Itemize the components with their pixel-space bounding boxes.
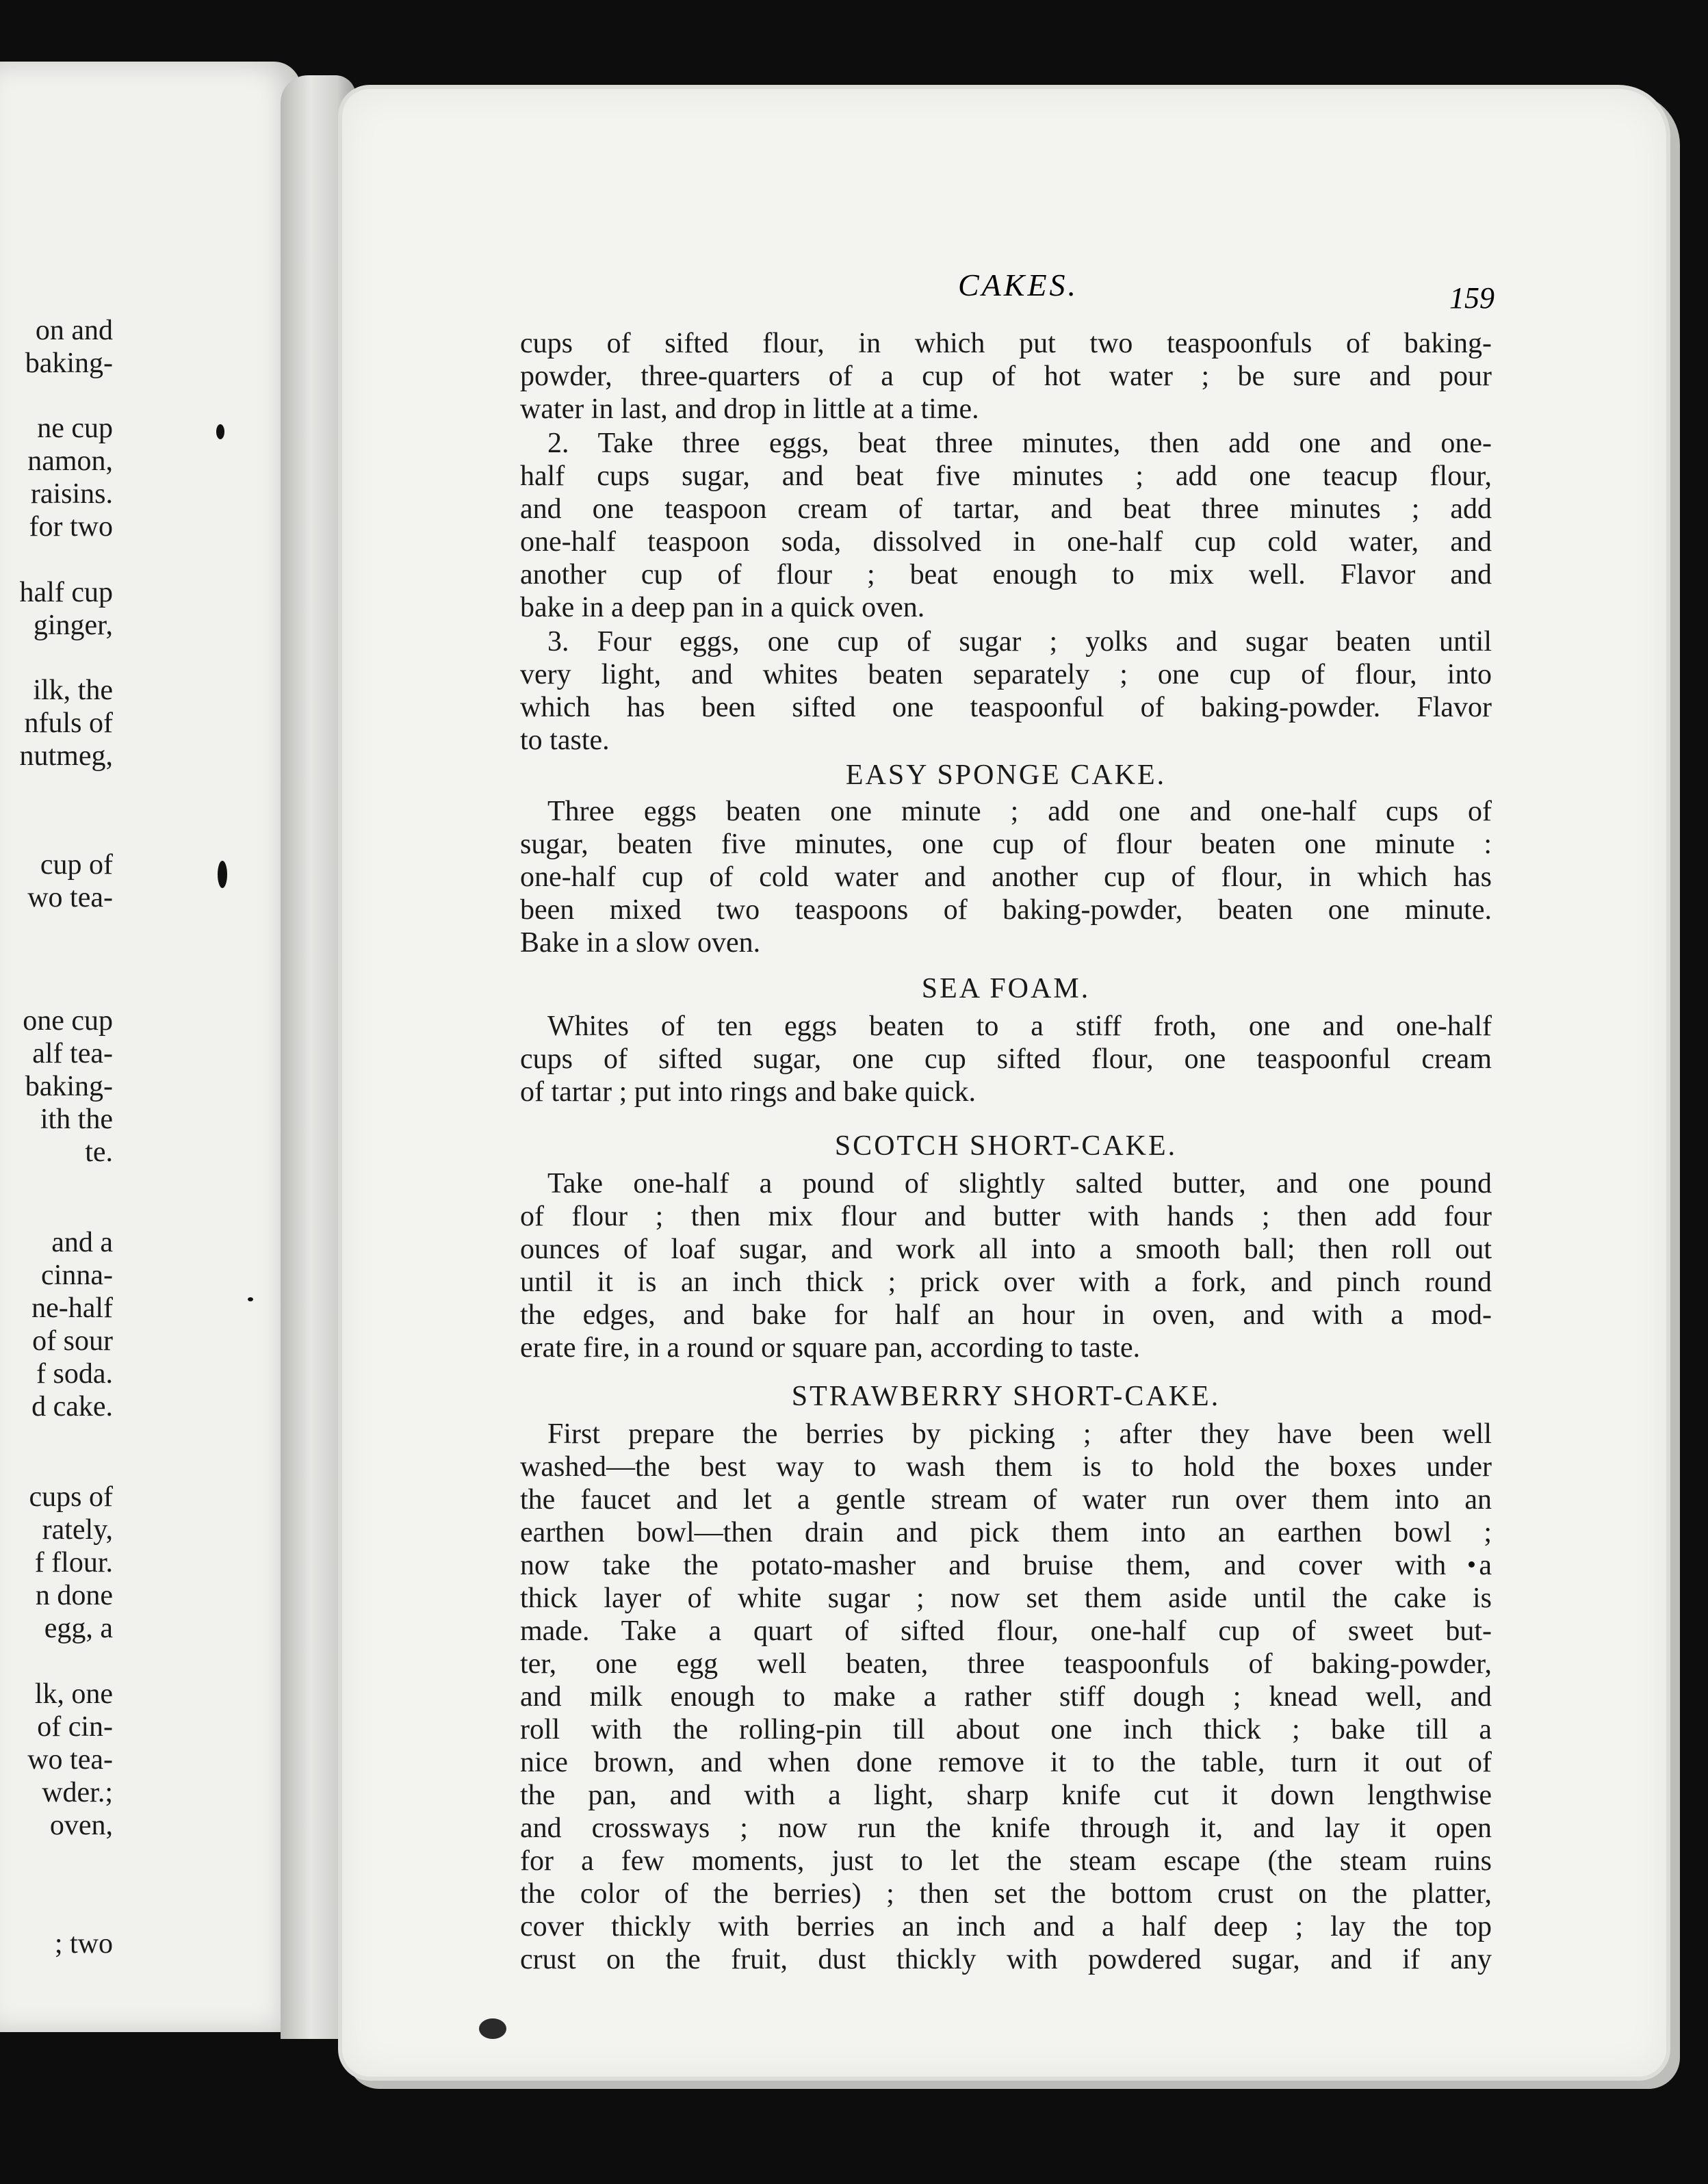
text-line: cups of sifted flour, in which put two teaspoonfuls of baking-	[520, 328, 1492, 359]
text-line: very light, and whites beaten separately ; one cup of flour, into	[520, 659, 1492, 690]
text-line: of tartar ; put into rings and bake quick.	[520, 1076, 976, 1108]
text-line: and crossways ; now run the knife through it, and lay it open	[520, 1812, 1492, 1844]
left-fragment: rately,	[42, 1514, 113, 1546]
left-fragment: cup of	[40, 849, 113, 881]
text-line: of flour ; then mix flour and butter with hands ; then add four	[520, 1201, 1492, 1232]
text-line: Whites of ten eggs beaten to a stiff froth, one and one-half	[547, 1011, 1492, 1042]
text-line: one-half cup of cold water and another cup of flour, in which has	[520, 861, 1492, 893]
speck	[216, 424, 224, 439]
left-fragment: for two	[29, 511, 113, 543]
left-fragment: ginger,	[33, 610, 113, 641]
left-fragment: oven,	[49, 1810, 113, 1841]
text-line: until it is an inch thick ; prick over with a fork, and pinch round	[520, 1266, 1492, 1298]
left-fragment: egg, a	[44, 1613, 113, 1644]
left-fragment: ith the	[40, 1104, 113, 1135]
text-line: sugar, beaten five minutes, one cup of flour beaten one minute :	[520, 829, 1492, 860]
left-fragment: namon,	[27, 445, 113, 477]
text-line: the edges, and bake for half an hour in oven, and with a mod-	[520, 1299, 1492, 1331]
text-line: cups of sifted sugar, one cup sifted flour, one teaspoonful cream	[520, 1043, 1492, 1075]
left-fragment: lk, one	[34, 1678, 113, 1710]
text-line: ounces of loaf sugar, and work all into a smooth ball; then roll out	[520, 1234, 1492, 1265]
text-line: for a few moments, just to let the steam escape (the steam ruins	[520, 1845, 1492, 1877]
text-line: been mixed two teaspoons of baking-powder, beaten one minute.	[520, 894, 1492, 926]
text-line: Three eggs beaten one minute ; add one and one-half cups of	[547, 796, 1492, 827]
left-fragment: alf tea-	[32, 1038, 113, 1069]
running-head: CAKES.	[958, 268, 1079, 302]
left-fragment: wder.;	[42, 1777, 113, 1808]
left-fragment: wo tea-	[27, 882, 113, 913]
text-line: cover thickly with berries an inch and a half deep ; lay the top	[520, 1911, 1492, 1942]
text-line: the faucet and let a gentle stream of water run over them into an	[520, 1484, 1492, 1516]
text-line: now take the potato-masher and bruise them, and cover with a	[520, 1550, 1492, 1581]
text-line: the pan, and with a light, sharp knife cut it down lengthwise	[520, 1780, 1492, 1811]
text-line: First prepare the berries by picking ; after they have been well	[547, 1418, 1492, 1450]
left-fragment: ilk, the	[33, 675, 113, 706]
left-fragment: f flour.	[34, 1547, 113, 1578]
left-fragment: cups of	[29, 1481, 113, 1513]
left-fragment: te.	[85, 1136, 113, 1168]
text-line: crust on the fruit, dust thickly with powdered sugar, and if any	[520, 1944, 1492, 1975]
left-fragment: n done	[35, 1580, 113, 1611]
text-line: the color of the berries) ; then set the bottom crust on the platter,	[520, 1878, 1492, 1910]
text-line: made. Take a quart of sifted flour, one-half cup of sweet but-	[520, 1615, 1492, 1647]
text-line: washed—the best way to wash them is to hold the boxes under	[520, 1451, 1492, 1483]
text-line: 2. Take three eggs, beat three minutes, then add one and one-	[547, 428, 1492, 459]
text-line: one-half teaspoon soda, dissolved in one-half cup cold water, and	[520, 526, 1492, 558]
page-number: 159	[1449, 281, 1494, 315]
section-heading: EASY SPONGE CAKE.	[845, 759, 1167, 791]
left-fragment: raisins.	[30, 478, 113, 510]
left-fragment: and a	[51, 1227, 113, 1258]
section-heading: SCOTCH SHORT-CAKE.	[834, 1130, 1178, 1162]
text-line: erate fire, in a round or square pan, according to taste.	[520, 1332, 1141, 1364]
speck	[218, 861, 227, 888]
left-fragment: one cup	[23, 1005, 113, 1037]
left-fragment: nfuls of	[24, 707, 113, 739]
text-line: water in last, and drop in little at a time.	[520, 393, 979, 425]
text-line: which has been sifted one teaspoonful of baking-powder. Flavor	[520, 692, 1492, 723]
text-line: bake in a deep pan in a quick oven.	[520, 592, 925, 623]
text-line: ter, one egg well beaten, three teaspoonfuls of baking-powder,	[520, 1648, 1492, 1680]
left-fragment: baking-	[25, 348, 113, 379]
left-fragment: d cake.	[31, 1391, 113, 1422]
text-line: and milk enough to make a rather stiff dough ; knead well, and	[520, 1681, 1492, 1713]
text-line: roll with the rolling-pin till about one inch thick ; bake till a	[520, 1714, 1492, 1745]
left-fragment: of cin-	[37, 1711, 113, 1743]
left-fragment: wo tea-	[27, 1744, 113, 1776]
text-line: Bake in a slow oven.	[520, 927, 761, 959]
left-fragment: baking-	[25, 1071, 113, 1102]
left-fragment: on and	[35, 315, 113, 346]
left-fragment: cinna-	[41, 1260, 113, 1291]
left-fragment: of sour	[32, 1325, 113, 1357]
text-line: powder, three-quarters of a cup of hot water ; be sure and pour	[520, 361, 1492, 392]
text-line: nice brown, and when done remove it to the table, turn it out of	[520, 1747, 1492, 1778]
left-fragment: f soda.	[36, 1358, 113, 1390]
left-fragment: ne-half	[31, 1292, 113, 1324]
text-line: 3. Four eggs, one cup of sugar ; yolks and sugar beaten until	[547, 626, 1492, 658]
speck	[479, 2018, 506, 2039]
section-heading: SEA FOAM.	[921, 973, 1091, 1004]
left-fragment: ; two	[54, 1928, 113, 1960]
left-fragment: half cup	[19, 577, 113, 608]
text-line: half cups sugar, and beat five minutes ; add one teacup flour,	[520, 460, 1492, 492]
text-line: thick layer of white sugar ; now set them aside until the cake is	[520, 1583, 1492, 1614]
left-fragment: nutmeg,	[19, 740, 113, 772]
left-fragment: ne cup	[37, 413, 113, 444]
text-line: Take one-half a pound of slightly salted butter, and one pound	[547, 1168, 1492, 1199]
section-heading: STRAWBERRY SHORT-CAKE.	[791, 1381, 1221, 1412]
text-line: earthen bowl—then drain and pick them into an earthen bowl ;	[520, 1517, 1492, 1548]
text-line: another cup of flour ; beat enough to mix well. Flavor and	[520, 559, 1492, 590]
speck	[248, 1297, 253, 1301]
text-line: to taste.	[520, 725, 610, 756]
text-line: and one teaspoon cream of tartar, and beat three minutes ; add	[520, 493, 1492, 525]
